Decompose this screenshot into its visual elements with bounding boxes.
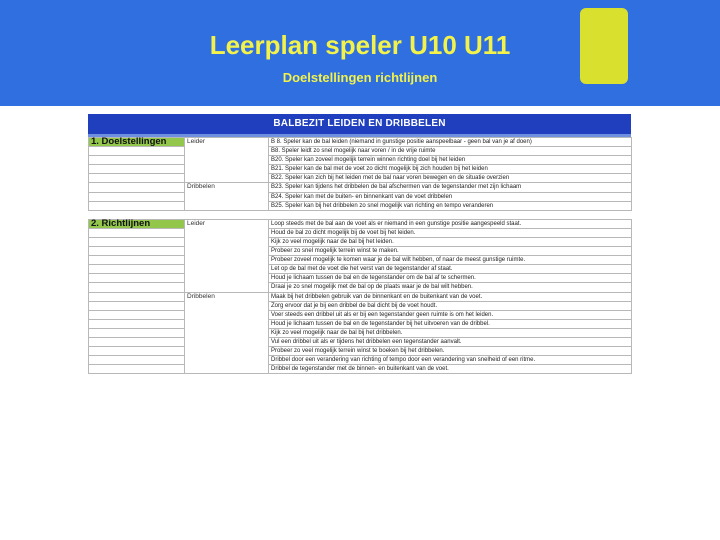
guideline-item: Loop steeds met de bal aan de voet als er niemand in een gunstige positie aangespeeld staat. [269, 219, 632, 228]
section-label-blank [89, 356, 185, 365]
guideline-item: Houd je lichaam tussen de bal en de tegenstander bij het uitvoeren van de dribbel. [269, 319, 632, 328]
table-row [89, 247, 632, 256]
table-row [89, 138, 632, 147]
guideline-item: B25. Speler kan bij het dribbelen zo snel mogelijk van richting en tempo veranderen [269, 201, 632, 210]
slide-subtitle: Doelstellingen richtlijnen [282, 70, 438, 85]
table-row [89, 165, 632, 174]
guideline-item: Kijk zo veel mogelijk naar de bal bij het leiden. [269, 237, 632, 246]
section-label-blank [89, 147, 185, 156]
guideline-item: B8. Speler leidt zo snel mogelijk naar voren / in de vrije ruimte [269, 147, 632, 156]
section-label-blank [89, 301, 185, 310]
guideline-item: Maak bij het dribbelen gebruik van de binnenkant en de buitenkant van de voet. [269, 292, 632, 301]
guideline-item: B21. Speler kan de bal met de voet zo dicht mogelijk bij zich houden bij het leiden [269, 165, 632, 174]
section-label-blank [89, 319, 185, 328]
section-label-blank [89, 274, 185, 283]
section-label-blank [89, 365, 185, 374]
section-label-blank [89, 174, 185, 183]
section-table [88, 137, 632, 211]
table-row [89, 365, 632, 374]
table-row [89, 183, 632, 192]
section-label-blank [89, 328, 185, 337]
accent-block [580, 8, 628, 84]
section-label-blank [89, 292, 185, 301]
guideline-item: B23. Speler kan tijdens het dribbelen de bal afschermen van de tegenstander met zijn lichaam [269, 183, 632, 192]
section-label-blank [89, 192, 185, 201]
section-label-blank [89, 165, 185, 174]
guideline-item: B22. Speler kan zich bij het leiden met de bal naar voren bewegen en de situatie overzien [269, 174, 632, 183]
guideline-item: Zorg ervoor dat je bij een dribbel de bal dicht bij de voet houdt. [269, 301, 632, 310]
section-label: 2. Richtlijnen [89, 219, 185, 228]
table-row [89, 328, 632, 337]
table-row [89, 228, 632, 237]
table-row [89, 265, 632, 274]
table-row [89, 147, 632, 156]
section-gap [88, 211, 631, 219]
guideline-item: Probeer zo veel mogelijk terrein winst te boeken bij het dribbelen. [269, 347, 632, 356]
section-label-blank [89, 310, 185, 319]
group-label: Leider [185, 138, 269, 183]
section-label: 1. Doelstellingen [89, 138, 185, 147]
table-row [89, 292, 632, 301]
table-row [89, 301, 632, 310]
section-label-blank [89, 283, 185, 292]
guideline-item: Let op de bal met de voet die het verst van de tegenstander af staat. [269, 265, 632, 274]
guideline-item: Dribbel door een verandering van richting of tempo door een verandering van snelheid of een ritme. [269, 356, 632, 365]
section-label-blank [89, 256, 185, 265]
table-row [89, 356, 632, 365]
group-label: Leider [185, 219, 269, 292]
group-label: Dribbelen [185, 292, 269, 374]
guideline-item: Voer steeds een dribbel uit als er bij een tegenstander geen ruimte is om het leiden. [269, 310, 632, 319]
table-row [89, 337, 632, 346]
guideline-item: B 8. Speler kan de bal leiden (niemand in gunstige positie aanspeelbaar - geen bal van je af doen) [269, 138, 632, 147]
guideline-item: B24. Speler kan met de buiten- en binnenkant van de voet dribbelen [269, 192, 632, 201]
group-label: Dribbelen [185, 183, 269, 210]
section-label-blank [89, 337, 185, 346]
table-row [89, 192, 632, 201]
table-title: BALBEZIT LEIDEN EN DRIBBELEN [88, 114, 631, 134]
slide-title: Leerplan speler U10 U11 [209, 30, 511, 60]
section-label-blank [89, 201, 185, 210]
section-label-blank [89, 183, 185, 192]
table-row [89, 237, 632, 246]
table-row [89, 201, 632, 210]
curriculum-table [88, 114, 631, 374]
table-row [89, 156, 632, 165]
guideline-item: Draai je zo snel mogelijk met de bal op de plaats waar je de bal wilt hebben. [269, 283, 632, 292]
guideline-item: Houd je lichaam tussen de bal en de tegenstander om de bal af te schermen. [269, 274, 632, 283]
guideline-item: Houd de bal zo dicht mogelijk bij de voet bij het leiden. [269, 228, 632, 237]
section-label-blank [89, 265, 185, 274]
table-row [89, 319, 632, 328]
section-table [88, 219, 632, 375]
table-row [89, 347, 632, 356]
section-label-blank [89, 237, 185, 246]
table-row [89, 310, 632, 319]
section-label-blank [89, 156, 185, 165]
guideline-item: Dribbel de tegenstander met de binnen- en buitenkant van de voet. [269, 365, 632, 374]
table-row [89, 283, 632, 292]
section-label-blank [89, 228, 185, 237]
table-row [89, 274, 632, 283]
table-row [89, 256, 632, 265]
section-label-blank [89, 347, 185, 356]
guideline-item: B20. Speler kan zoveel mogelijk terrein winnen richting doel bij het leiden [269, 156, 632, 165]
table-sections [88, 137, 631, 374]
table-row [89, 174, 632, 183]
guideline-item: Probeer zoveel mogelijk te komen waar je de bal wilt hebben, of naar de meest gunstige ruimte. [269, 256, 632, 265]
guideline-item: Probeer zo snel mogelijk terrein winst te maken. [269, 247, 632, 256]
guideline-item: Kijk zo veel mogelijk naar de bal bij het dribbelen. [269, 328, 632, 337]
section-label-blank [89, 247, 185, 256]
table-row [89, 219, 632, 228]
guideline-item: Vul een dribbel uit als er tijdens het dribbelen een tegenstander aanvalt. [269, 337, 632, 346]
